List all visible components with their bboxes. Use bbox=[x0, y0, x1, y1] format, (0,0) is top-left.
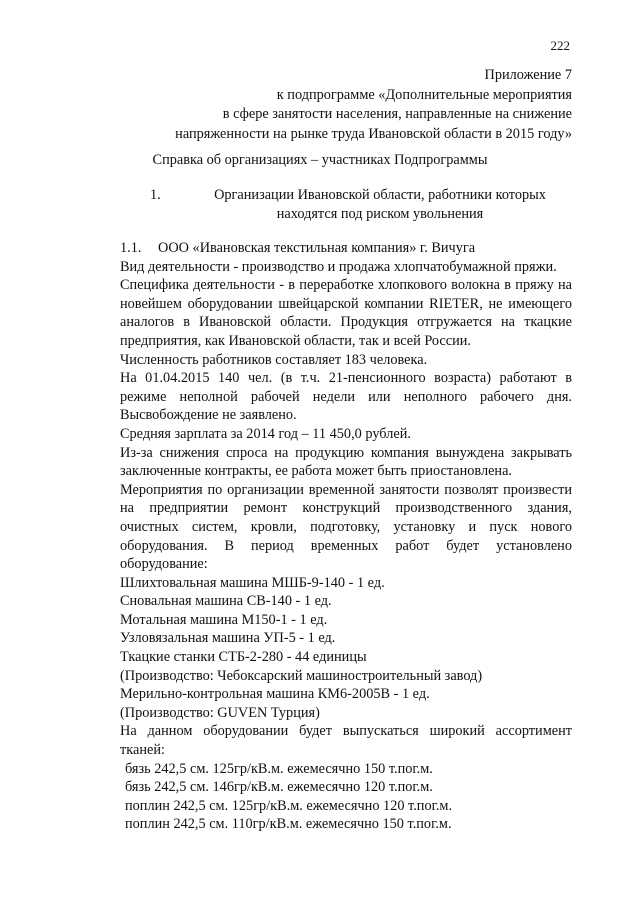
organization-heading bbox=[120, 239, 572, 258]
partial-employment-paragraph: На 01.04.2015 140 чел. (в т.ч. 21-пенсионного возраста) работают в режиме неполной рабочей недели или неполного рабочего дня. Высвобождение не заявлено. bbox=[120, 370, 572, 424]
section-heading bbox=[150, 186, 570, 224]
demand-paragraph: Из-за снижения спроса на продукцию компания вынуждена закрывать заключенные контракты, ее работа может быть приостановлена. bbox=[120, 444, 572, 480]
section-title-line-1: Организации Ивановской области, работники которых bbox=[214, 187, 546, 203]
specifics-paragraph: Специфика деятельности - в переработке хлопкового волокна в пряжу на новейшем оборудовании швейцарской компании RIETER, не имеющего аналогов в Ивановской области. Продукция отгружается на ткацкие предприятия, как Ивановской области, так и всей России. bbox=[120, 277, 572, 349]
appendix-header bbox=[102, 66, 572, 144]
activity-paragraph: Вид деятельности - производство и продажа хлопчатобумажной пряжи. bbox=[120, 258, 557, 275]
list-item: поплин 242,5 см. 125гр/кВ.м. ежемесячно 120 т.пог.м. bbox=[125, 797, 453, 814]
page-number: 222 bbox=[550, 38, 570, 53]
section-number: 1. bbox=[150, 187, 161, 203]
organization-description bbox=[120, 239, 572, 834]
section-title-line-2: находятся под риском увольнения bbox=[276, 206, 484, 222]
list-item: Мотальная машина М150-1 - 1 ед. bbox=[120, 611, 328, 628]
organization-number: 1.1. bbox=[120, 240, 142, 256]
list-item: поплин 242,5 см. 110гр/кВ.м. ежемесячно 150 т.пог.м. bbox=[125, 816, 452, 833]
assortment-paragraph: На данном оборудовании будет выпускаться широкий ассортимент тканей: bbox=[120, 723, 572, 759]
salary-paragraph: Средняя зарплата за 2014 год – 11 450,0 рублей. bbox=[120, 425, 411, 442]
measures-paragraph: Мероприятия по организации временной занятости позволят произвести на предприятии ремонт конструкций производственного здания, очистных систем, кровли, подготовку, установку и пуск нового оборудования. В период временных работ будет установлено оборудование: bbox=[120, 481, 572, 573]
list-item: Ткацкие станки СТБ-2-280 - 44 единицы bbox=[120, 649, 367, 666]
list-item: (Производство: GUVEN Турция) bbox=[120, 704, 320, 721]
list-item: (Производство: Чебоксарский машиностроительный завод) bbox=[120, 667, 483, 684]
document-title: Справка об организациях – участниках Подпрограммы bbox=[152, 152, 488, 168]
organization-name: ООО «Ивановская текстильная компания» г. Вичуга bbox=[158, 240, 476, 256]
list-item: бязь 242,5 см. 146гр/кВ.м. ежемесячно 120 т.пог.м. bbox=[125, 779, 433, 796]
appendix-line-3: в сфере занятости населения, направленные на снижение bbox=[222, 106, 572, 122]
headcount-paragraph: Численность работников составляет 183 человека. bbox=[120, 351, 428, 368]
appendix-line-1: Приложение 7 bbox=[484, 67, 572, 83]
fabric-list bbox=[120, 760, 572, 834]
appendix-line-4: напряженности на рынке труда Ивановской области в 2015 году» bbox=[175, 125, 572, 142]
list-item: Шлихтовальная машина МШБ-9-140 - 1 ед. bbox=[120, 574, 385, 591]
list-item: Узловязальная машина УП-5 - 1 ед. bbox=[120, 630, 336, 647]
list-item: бязь 242,5 см. 125гр/кВ.м. ежемесячно 150 т.пог.м. bbox=[125, 760, 433, 777]
appendix-line-2: к подпрограмме «Дополнительные мероприятия bbox=[276, 86, 572, 103]
list-item: Сновальная машина СВ-140 - 1 ед. bbox=[120, 593, 332, 610]
list-item: Мерильно-контрольная машина КМ6-2005В - 1 ед. bbox=[120, 686, 430, 703]
equipment-list bbox=[120, 574, 572, 723]
